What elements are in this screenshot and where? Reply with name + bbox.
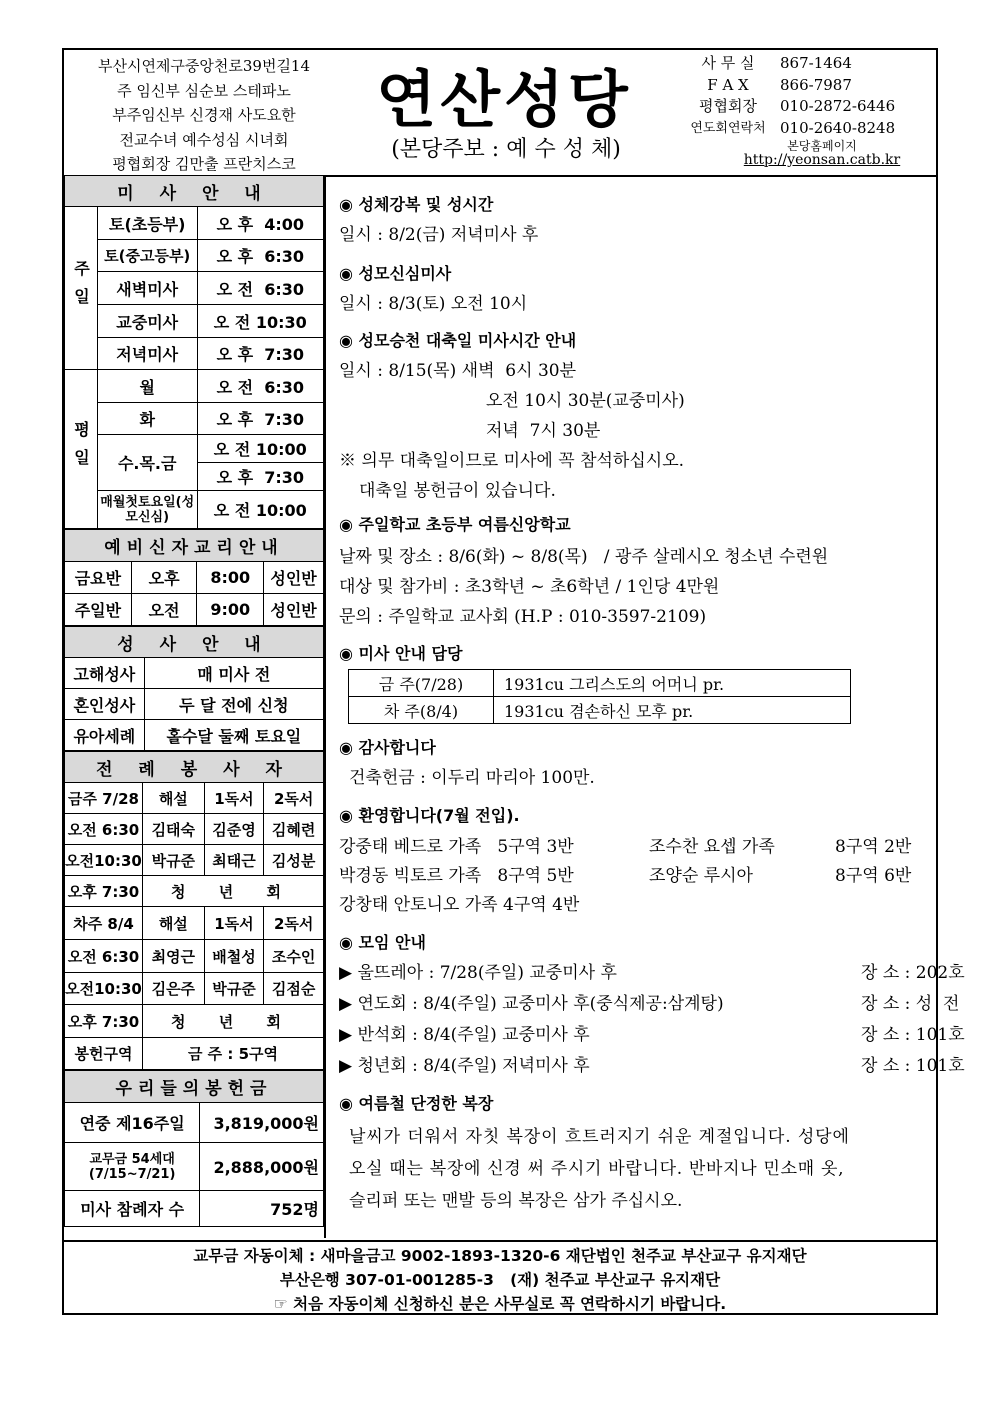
mass-name: 토(중고등부) (97, 240, 197, 272)
meeting-place: 장 소 : 성 전 (861, 994, 960, 1014)
server-name: 조수인 (264, 940, 324, 973)
news-text: 일시 : 8/15(목) 새벽 6시 30분 (339, 361, 576, 381)
class-time: 9:00 (197, 594, 264, 626)
server-name: 박규준 (204, 973, 264, 1005)
schedule-table (64, 175, 324, 529)
catechumen-table (64, 529, 324, 626)
address: 부산시연제구중앙천로39번길14 (97, 57, 311, 75)
duty-group: 1931cu 겸손하신 모후 pr. (494, 697, 851, 724)
class-ampm: 오전 (131, 594, 197, 626)
offering-name: 연중 제16주일 (65, 1103, 200, 1143)
class-ampm: 오후 (131, 562, 197, 594)
sacrament-value: 매 미사 전 (144, 658, 323, 689)
mass-name: 저녁미사 (97, 338, 197, 370)
news-text: 조양순 루시아 (649, 866, 753, 886)
role-header: 해설 (142, 783, 204, 814)
mass-name: 매월첫토요일(성모신심) (97, 491, 197, 529)
role-header: 1독서 (204, 907, 264, 940)
liturgy-table (64, 751, 324, 1070)
news-heading: ◉ 모임 안내 (339, 933, 426, 952)
mass-duty-table (348, 669, 851, 724)
mass-time: 오 후 6:30 (197, 240, 323, 272)
homepage-link[interactable]: http://yeonsan.catb.kr (743, 152, 901, 168)
mass-guide-title: 미 사 안 내 (65, 176, 324, 207)
column-divider (324, 175, 326, 1238)
meeting-place: 장 소 : 101호 (861, 1025, 965, 1045)
mass-slot: 오전 6:30 (65, 814, 143, 845)
mass-slot: 오전10:30 (65, 973, 143, 1005)
news-text: 대상 및 참가비 : 초3학년 ~ 초6학년 / 1인당 4만원 (339, 577, 720, 597)
class-name: 주일반 (65, 594, 132, 626)
header (64, 50, 936, 177)
mass-name: 교중미사 (97, 305, 197, 338)
mass-time: 오 전 6:30 (197, 272, 323, 305)
news-text: 일시 : 8/3(토) 오전 10시 (339, 294, 528, 314)
news-text: 날짜 및 장소 : 8/6(화) ~ 8/8(목) / 광주 살레시오 청소년 수련원 (339, 547, 829, 567)
class-time: 8:00 (197, 562, 264, 594)
server-name: 김혜련 (264, 814, 324, 845)
mass-slot: 오후 7:30 (65, 876, 143, 907)
contact-office: 사 무 실 867-1464 (701, 54, 852, 72)
meeting-item: ▶ 연도회 : 8/4(주일) 교중미사 후(중식제공:삼계탕) (339, 994, 724, 1014)
role-header: 1독서 (204, 783, 264, 814)
mass-time: 오 후 4:00 (197, 207, 323, 240)
sacrament-name: 혼인성사 (65, 689, 145, 720)
offering-name: 미사 참례자 수 (65, 1191, 200, 1227)
offerings-title: 우리들의봉헌금 (65, 1071, 324, 1103)
news-text: 오전 10시 30분(교중미사) (486, 391, 685, 411)
homepage (714, 139, 930, 167)
news-heading: ◉ 성모승천 대축일 미사시간 안내 (339, 331, 577, 350)
left-column (64, 175, 324, 1227)
news-text: 저녁 7시 30분 (486, 421, 601, 441)
news-text: 조수찬 요셉 가족 (649, 837, 775, 857)
mass-time: 오 전 10:00 (197, 435, 323, 463)
news-heading: ◉ 감사합니다 (339, 738, 436, 757)
mass-name: 새벽미사 (97, 272, 197, 305)
catechumen-title: 예비신자교리안내 (65, 530, 324, 562)
offering-zone: 금 주 : 5구역 (142, 1038, 323, 1070)
news-text: 대축일 봉헌금이 있습니다. (359, 481, 556, 501)
offering-value: 2,888,000원 (200, 1143, 324, 1191)
contact-fax: F A X 866-7987 (707, 75, 852, 94)
news-text: 건축헌금 : 이두리 마리아 100만. (349, 768, 595, 788)
class-target: 성인반 (264, 562, 324, 594)
server-name: 최태근 (204, 845, 264, 876)
news-heading: ◉ 성체강복 및 성시간 (339, 195, 494, 214)
news-text: ※ 의무 대축일이므로 미사에 꼭 참석하십시오. (339, 451, 685, 471)
mass-slot: 오전10:30 (65, 845, 143, 876)
offerings-table (64, 1070, 324, 1227)
news-text: 날씨가 더워서 자칫 복장이 흐트러지기 쉬운 계절입니다. 성당에 (349, 1127, 850, 1147)
week-label: 금주 7/28 (65, 783, 143, 814)
news-text: 강중태 베드로 가족 5구역 3반 (339, 837, 574, 857)
staff-assistant: 부주임신부 신경재 사도요한 (112, 106, 296, 124)
offering-value: 3,819,000원 (200, 1103, 324, 1143)
server-name: 박규준 (142, 845, 204, 876)
offering-name: 교무금 54세대 (7/15~7/21) (65, 1143, 200, 1191)
mass-name: 토(초등부) (97, 207, 197, 240)
server-name: 김점순 (264, 973, 324, 1005)
sacrament-name: 유아세례 (65, 720, 145, 751)
news-text: 8구역 2반 (835, 837, 912, 857)
class-name: 금요반 (65, 562, 132, 594)
homepage-label: 본당홈페이지 (787, 139, 857, 153)
mass-time: 오 후 7:30 (197, 403, 323, 435)
news-text: 강창태 안토니오 가족 4구역 4반 (339, 895, 580, 915)
news-text: 8구역 6반 (835, 866, 912, 886)
mass-time: 오 후 7:30 (197, 463, 323, 491)
mass-slot: 오전 6:30 (65, 940, 143, 973)
liturgy-title: 전 례 봉 사 자 (65, 752, 324, 783)
meeting-place: 장 소 : 101호 (861, 1056, 965, 1076)
server-name: 최영근 (142, 940, 204, 973)
sacraments-title: 성 사 안 내 (65, 627, 324, 658)
meeting-item: ▶ 반석회 : 8/4(주일) 교중미사 후 (339, 1025, 590, 1045)
class-target: 성인반 (264, 594, 324, 626)
contact-council: 평협회장 010-2872-6446 (699, 97, 896, 115)
server-name: 김성분 (264, 845, 324, 876)
sacraments-table (64, 626, 324, 751)
contact-list (676, 53, 938, 139)
mass-slot: 오후 7:30 (65, 1005, 143, 1038)
page-title: 연산성당 (376, 63, 632, 136)
offering-value: 752명 (200, 1191, 324, 1227)
server-group: 청 년 회 (142, 1005, 323, 1038)
news-heading: ◉ 여름철 단정한 복장 (339, 1094, 494, 1113)
news-heading: ◉ 미사 안내 담당 (339, 644, 463, 663)
footer (64, 1240, 936, 1316)
server-name: 김준영 (204, 814, 264, 845)
mass-name: 월 (97, 370, 197, 403)
mass-time: 오 후 7:30 (197, 338, 323, 370)
duty-week: 금 주(7/28) (349, 670, 494, 697)
news-heading: ◉ 성모신심미사 (339, 264, 452, 283)
staff-pastor: 주 임신부 심순보 스테파노 (117, 81, 291, 100)
meeting-place: 장 소 : 202호 (861, 963, 965, 983)
server-name: 김태숙 (142, 814, 204, 845)
server-group: 청 년 회 (142, 876, 323, 907)
staff-sister: 전교수녀 예수성심 시녀회 (119, 130, 289, 149)
bulletin-frame (62, 48, 965, 1315)
news-text: 슬리퍼 또는 맨발 등의 복장은 삼가 주십시오. (349, 1191, 683, 1211)
contact-yeondo: 연도회연락처 010-2640-8248 (690, 118, 896, 137)
meeting-item: ▶ 청년회 : 8/4(주일) 저녁미사 후 (339, 1056, 590, 1076)
sunday-label: 주일 (65, 207, 98, 370)
sacrament-name: 고해성사 (65, 658, 145, 689)
news-text: 일시 : 8/2(금) 저녁미사 후 (339, 225, 539, 245)
server-name: 배철성 (204, 940, 264, 973)
mass-time: 오 전 10:30 (197, 305, 323, 338)
news-text: 박경동 빅토르 가족 8구역 5반 (339, 866, 574, 886)
server-name: 김은주 (142, 973, 204, 1005)
role-header: 2독서 (264, 907, 324, 940)
mass-time: 오 전 10:00 (197, 491, 323, 529)
duty-group: 1931cu 그리스도의 어머니 pr. (494, 670, 851, 697)
news-heading: ◉ 환영합니다(7월 전입). (339, 806, 520, 825)
week-label: 차주 8/4 (65, 907, 143, 940)
news-heading: ◉ 주일학교 초등부 여름신앙학교 (339, 515, 571, 534)
footer-notice: ☞ 처음 자동이체 신청하신 분은 사무실로 꼭 연락하시기 바랍니다. (273, 1295, 727, 1313)
mass-name: 화 (97, 403, 197, 435)
staff-council: 평협회장 김만출 프란치스코 (112, 155, 296, 173)
header-left (74, 54, 334, 177)
weekday-label: 평일 (65, 370, 98, 529)
sacrament-value: 홀수달 둘째 토요일 (144, 720, 323, 751)
page-subtitle: (본당주보 : 예 수 성 체) (391, 137, 621, 162)
duty-week: 차 주(8/4) (349, 697, 494, 724)
footer-transfer-1: 교무금 자동이체 : 새마을금고 9002-1893-1320-6 재단법인 천주교 부산교구 유지재단 (193, 1247, 807, 1265)
meeting-item: ▶ 울뜨레아 : 7/28(주일) 교중미사 후 (339, 963, 617, 983)
offering-zone-label: 봉헌구역 (65, 1038, 143, 1070)
footer-transfer-2: 부산은행 307-01-001285-3 (재) 천주교 부산교구 유지재단 (279, 1271, 721, 1289)
mass-name: 수.목.금 (97, 435, 197, 491)
mass-time: 오 전 6:30 (197, 370, 323, 403)
role-header: 해설 (142, 907, 204, 940)
sacrament-value: 두 달 전에 신청 (144, 689, 323, 720)
news-text: 오실 때는 복장에 신경 써 주시기 바랍니다. 반바지나 민소매 옷, (349, 1159, 845, 1179)
role-header: 2독서 (264, 783, 324, 814)
news-text: 문의 : 주일학교 교사회 (H.P : 010-3597-2109) (339, 607, 707, 627)
